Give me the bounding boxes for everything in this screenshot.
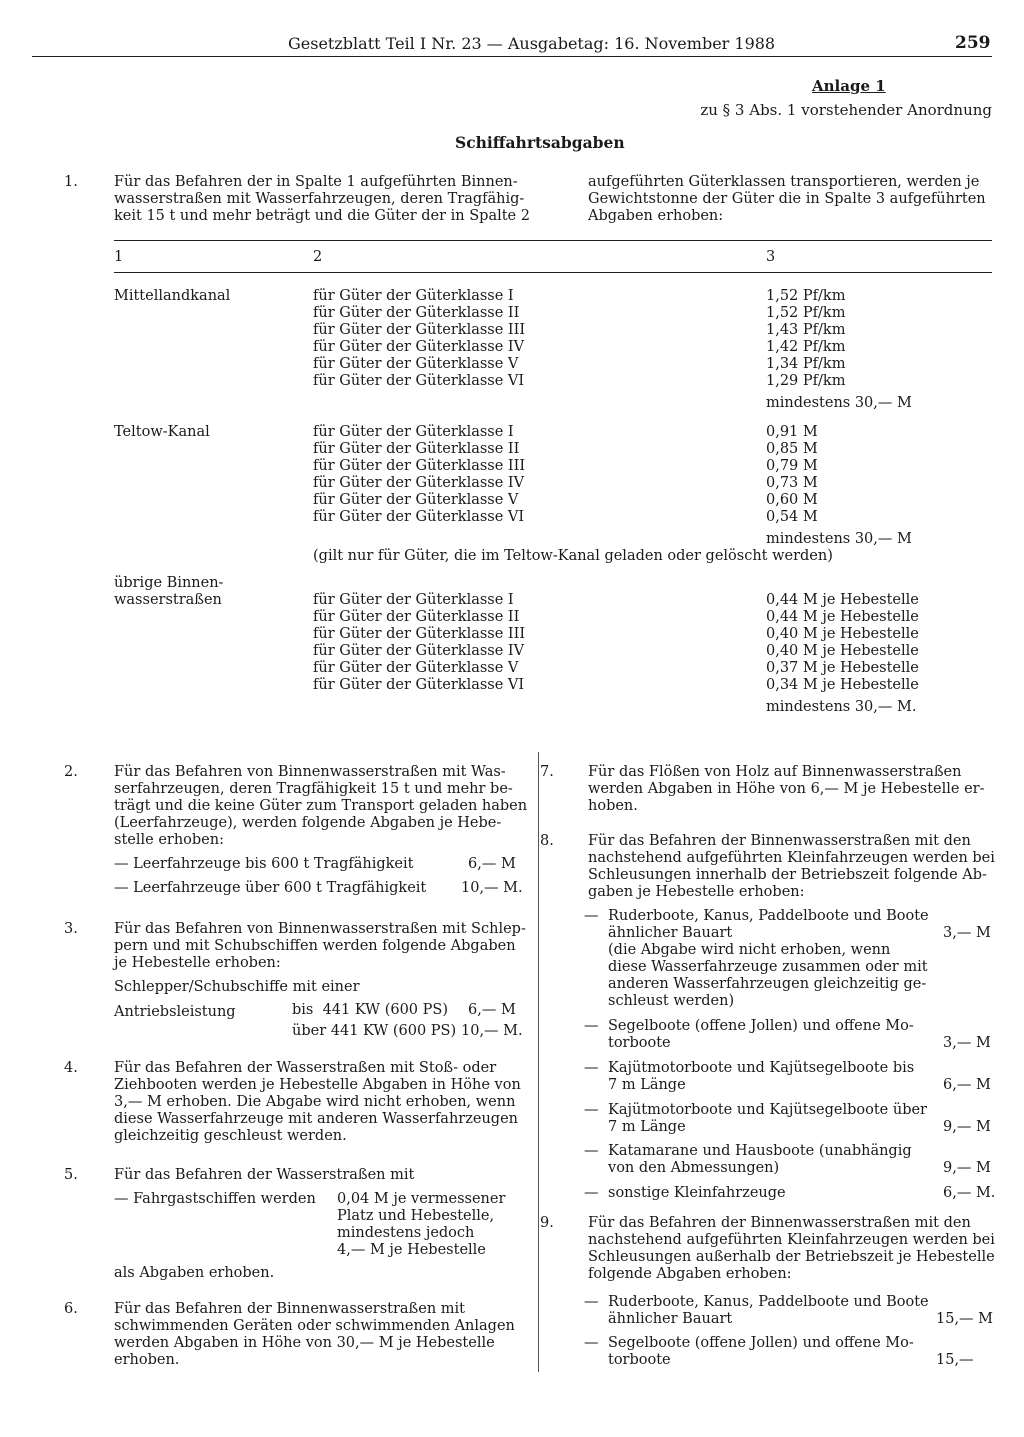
item-dash: — [584,1143,599,1159]
section-9-text: Für das Befahren der Binnenwasserstraßen mit den nachstehend aufgeführten Kleinfahrzeugen werden bei Schleusungen außerhalb der Betriebszeit je Hebestelle folgende Abgaben erhoben: [588,1215,995,1282]
fee-value: 0,34 M je Hebestelle [766,677,919,693]
section-4-text: Für das Befahren der Wasserstraßen mit Stoß- oder Ziehbooten werden je Hebestelle Abgaben in Höhe von 3,— M erhoben. Die Abgabe wird nicht erhoben, wenn diese Wasserfahrzeuge mit anderen Wasserfahrzeugen gleichzeitig geschleust werden. [114,1060,521,1144]
fee-value: 0,79 M [766,458,818,474]
item-text: Segelboote (offene Jollen) und offene Mo- [608,1018,914,1034]
section-3-row-1-amount: 6,— M [468,1002,516,1018]
section-7-text: Für das Flößen von Holz auf Binnenwasserstraßen werden Abgaben in Höhe von 6,— M je Hebestelle er- hoben. [588,764,985,814]
section-5-outro: als Abgaben erhoben. [114,1265,275,1281]
section-2-item-1-amount: 6,— M [468,856,516,872]
fee-value: 0,44 M je Hebestelle [766,592,919,608]
goods-class: für Güter der Güterklasse V [313,660,519,676]
item-amount: 15,— [936,1352,974,1368]
fee-value: 1,29 Pf/km [766,373,846,389]
goods-class: für Güter der Güterklasse VI [313,509,525,525]
section-8-text: Für das Befahren der Binnenwasserstraßen mit den nachstehend aufgeführten Kleinfahrzeugen werden bei Schleusungen innerhalb der Betriebszeit folgende Ab- gaben je Hebestelle erhoben: [588,833,995,900]
running-header: Gesetzblatt Teil I Nr. 23 — Ausgabetag: 16. November 1988 [288,34,776,53]
minimum-fee: mindestens 30,— M [766,531,912,547]
item-dash: — [584,1060,599,1076]
fee-value: 1,52 Pf/km [766,288,846,304]
item-dash: — [584,1185,599,1201]
fee-value: 1,34 Pf/km [766,356,846,372]
waterway-name: übrige Binnen- [114,575,224,591]
goods-class: für Güter der Güterklasse I [313,424,514,440]
page-number: 259 [955,33,991,53]
fee-value: 0,40 M je Hebestelle [766,643,919,659]
item-text: sonstige Kleinfahrzeuge [608,1185,786,1201]
table-note: (gilt nur für Güter, die im Teltow-Kanal geladen oder gelöscht werden) [313,548,833,564]
section-8-number: 8. [540,833,554,849]
fee-value: 1,43 Pf/km [766,322,846,338]
item-dash: — [584,908,599,924]
section-5-detail: 0,04 M je vermessener Platz und Hebestelle, mindestens jedoch 4,— M je Hebestelle [337,1191,506,1258]
item-text: (die Abgabe wird nicht erhoben, wenn [608,942,891,958]
fee-value: 1,42 Pf/km [766,339,846,355]
item-text: torboote [608,1352,671,1368]
header-rule [32,56,992,57]
goods-class: für Güter der Güterklasse IV [313,643,525,659]
item-dash: — [584,1102,599,1118]
annex-title: Schiffahrtsabgaben [455,133,625,152]
waterway-name: wasserstraßen [114,592,222,608]
fee-value: 0,85 M [766,441,818,457]
section-3-subheading: Schlepper/Schubschiffe mit einer [114,979,360,995]
item-dash: — [584,1335,599,1351]
fee-value: 0,54 M [766,509,818,525]
item-dash: — [584,1018,599,1034]
goods-class: für Güter der Güterklasse VI [313,373,525,389]
section-6-number: 6. [64,1301,78,1317]
fee-value: 0,44 M je Hebestelle [766,609,919,625]
col-header-1: 1 [114,249,124,265]
goods-class: für Güter der Güterklasse III [313,458,526,474]
section-3-text: Für das Befahren von Binnenwasserstraßen mit Schlep- pern und mit Schubschiffen werden folgende Abgaben je Hebestelle erhoben: [114,921,526,971]
minimum-fee: mindestens 30,— M [766,395,912,411]
section-2-number: 2. [64,764,78,780]
goods-class: für Güter der Güterklasse II [313,305,520,321]
item-text: Kajütmotorboote und Kajütsegelboote bis [608,1060,915,1076]
waterway-name: Teltow-Kanal [114,424,210,440]
item-amount: 15,— M [936,1311,994,1327]
column-divider [538,752,539,1372]
goods-class: für Güter der Güterklasse II [313,441,520,457]
goods-class: für Güter der Güterklasse I [313,592,514,608]
section-2-text: Für das Befahren von Binnenwasserstraßen mit Was- serfahrzeugen, deren Tragfähigkeit 15 t und mehr be- trägt und die keine Güter zum Transport geladen haben (Leerfahrzeuge), werden folgende Abgaben je Hebe- stelle erhoben: [114,764,528,848]
item-text: ähnlicher Bauart [608,925,733,941]
fee-value: 0,73 M [766,475,818,491]
goods-class: für Güter der Güterklasse III [313,626,526,642]
table-top-rule [114,240,992,241]
fee-value: 1,52 Pf/km [766,305,846,321]
item-amount: 9,— M [943,1119,991,1135]
section-2-item-2-amount: 10,— M. [461,880,523,896]
section-3-row-2-amount: 10,— M. [461,1023,523,1039]
waterway-name: Mittellandkanal [114,288,231,304]
item-text: 7 m Länge [608,1077,686,1093]
goods-class: für Güter der Güterklasse I [313,288,514,304]
col-header-3: 3 [766,249,776,265]
item-text: Segelboote (offene Jollen) und offene Mo- [608,1335,914,1351]
item-text: Kajütmotorboote und Kajütsegelboote über [608,1102,927,1118]
annex-label: Anlage 1 [812,77,886,95]
item-text: Katamarane und Hausboote (unabhängig [608,1143,912,1159]
goods-class: für Güter der Güterklasse VI [313,677,525,693]
fee-value: 0,37 M je Hebestelle [766,660,919,676]
item-text: Ruderboote, Kanus, Paddelboote und Boote [608,908,929,924]
section-3-label: Antriebsleistung [114,1004,236,1020]
goods-class: für Güter der Güterklasse III [313,322,526,338]
minimum-fee: mindestens 30,— M. [766,699,917,715]
item-dash: — [584,1294,599,1310]
goods-class: für Güter der Güterklasse II [313,609,520,625]
goods-class: für Güter der Güterklasse V [313,356,519,372]
goods-class: für Güter der Güterklasse IV [313,339,525,355]
item-text: 7 m Länge [608,1119,686,1135]
item-text: diese Wasserfahrzeuge zusammen oder mit [608,959,928,975]
section-2-item-1: — Leerfahrzeuge bis 600 t Tragfähigkeit [114,856,414,872]
section-5-intro: Für das Befahren der Wasserstraßen mit [114,1167,415,1183]
section-9-number: 9. [540,1215,554,1231]
item-text: anderen Wasserfahrzeugen gleichzeitig ge- [608,976,927,992]
item-text: torboote [608,1035,671,1051]
section-1-number: 1. [64,174,78,190]
goods-class: für Güter der Güterklasse V [313,492,519,508]
section-4-number: 4. [64,1060,78,1076]
item-amount: 3,— M [943,925,991,941]
table-header-rule [114,272,992,273]
section-3-row-1-condition: bis 441 KW (600 PS) [292,1002,448,1018]
item-text: ähnlicher Bauart [608,1311,733,1327]
section-3-row-2-condition: über 441 KW (600 PS) [292,1023,457,1039]
section-5-item: — Fahrgastschiffen werden [114,1191,316,1207]
section-2-item-2: — Leerfahrzeuge über 600 t Tragfähigkeit [114,880,427,896]
item-text: von den Abmessungen) [608,1160,780,1176]
section-1-left-text: Für das Befahren der in Spalte 1 aufgeführten Binnen- wasserstraßen mit Wasserfahrzeugen, deren Tragfähig- keit 15 t und mehr beträgt und die Güter der in Spalte 2 [114,174,530,224]
fee-value: 0,40 M je Hebestelle [766,626,919,642]
item-amount: 9,— M [943,1160,991,1176]
section-5-number: 5. [64,1167,78,1183]
section-7-number: 7. [540,764,554,780]
section-3-number: 3. [64,921,78,937]
section-6-text: Für das Befahren der Binnenwasserstraßen mit schwimmenden Geräten oder schwimmenden Anlagen werden Abgaben in Höhe von 30,— M je Hebestelle erhoben. [114,1301,515,1368]
item-text: schleust werden) [608,993,735,1009]
goods-class: für Güter der Güterklasse IV [313,475,525,491]
section-1-right-text: aufgeführten Güterklassen transportieren, werden je Gewichtstonne der Güter die in Spalte 3 aufgeführten Abgaben erhoben: [588,174,986,224]
item-amount: 6,— M. [943,1185,996,1201]
col-header-2: 2 [313,249,323,265]
fee-value: 0,91 M [766,424,818,440]
item-text: Ruderboote, Kanus, Paddelboote und Boote [608,1294,929,1310]
item-amount: 6,— M [943,1077,991,1093]
item-amount: 3,— M [943,1035,991,1051]
annex-reference: zu § 3 Abs. 1 vorstehender Anordnung [700,101,992,119]
fee-value: 0,60 M [766,492,818,508]
